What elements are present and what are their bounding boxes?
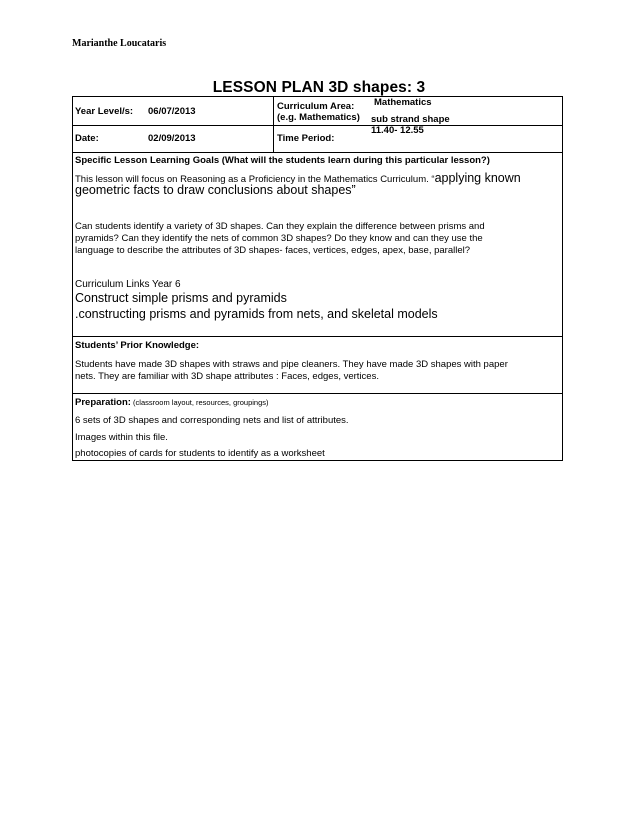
time-period-label: Time Period: — [277, 133, 335, 144]
date-value: 02/09/2013 — [148, 133, 196, 144]
lesson-plan-table — [72, 96, 563, 461]
prior-knowledge-line: nets. They are familiar with 3D shape attributes : Faces, edges, vertices. — [75, 371, 379, 382]
goals-intro-text: This lesson will focus on Reasoning as a Proficiency in the Mathematics Curriculum. “ — [75, 174, 435, 185]
goals-quote-start: applying known — [434, 171, 521, 185]
goals-questions-line: language to describe the attributes of 3D shapes- faces, vertices, edges, apex, base, parallel? — [75, 245, 471, 256]
goals-heading: Specific Lesson Learning Goals (What will the students learn during this particular lesson?) — [75, 155, 490, 166]
curriculum-link-item: .constructing prisms and pyramids from nets, and skeletal models — [75, 307, 438, 321]
prior-knowledge-heading: Students’ Prior Knowledge: — [75, 340, 200, 351]
preparation-item: photocopies of cards for students to identify as a worksheet — [75, 448, 325, 459]
page-title: LESSON PLAN 3D shapes: 3 — [212, 79, 426, 96]
date-label: Date: — [75, 133, 99, 144]
sub-strand-value: sub strand shape — [371, 114, 450, 125]
preparation-item: 6 sets of 3D shapes and corresponding nets and list of attributes. — [75, 415, 349, 426]
curriculum-area-value: Mathematics — [374, 97, 432, 108]
author-name: Marianthe Loucataris — [72, 38, 167, 49]
row-divider — [73, 125, 562, 126]
year-level-label: Year Level/s: — [75, 106, 134, 117]
goals-questions-line: pyramids? Can they identify the nets of common 3D shapes? Do they know and can they use the — [75, 233, 483, 244]
row-divider — [73, 393, 562, 394]
row-divider — [73, 152, 562, 153]
row-divider — [73, 336, 562, 337]
goals-quote-end: geometric facts to draw conclusions about shapes” — [75, 183, 356, 197]
column-divider — [273, 97, 274, 152]
time-period-value: 11.40- 12.55 — [371, 125, 424, 136]
preparation-heading: Preparation: — [75, 397, 131, 408]
year-level-value: 06/07/2013 — [148, 106, 196, 117]
preparation-item: Images within this file. — [75, 432, 168, 443]
preparation-heading-row — [75, 397, 269, 408]
curriculum-link-item: Construct simple prisms and pyramids — [75, 291, 287, 305]
curriculum-links-heading: Curriculum Links Year 6 — [75, 279, 181, 290]
goals-questions-line: Can students identify a variety of 3D shapes. Can they explain the difference between prisms and — [75, 221, 485, 232]
prior-knowledge-line: Students have made 3D shapes with straws and pipe cleaners. They have made 3D shapes with paper — [75, 359, 508, 370]
curriculum-area-example: (e.g. Mathematics) — [277, 112, 360, 123]
preparation-note: (classroom layout, resources, groupings) — [130, 398, 269, 407]
curriculum-area-label: Curriculum Area: — [277, 101, 355, 112]
